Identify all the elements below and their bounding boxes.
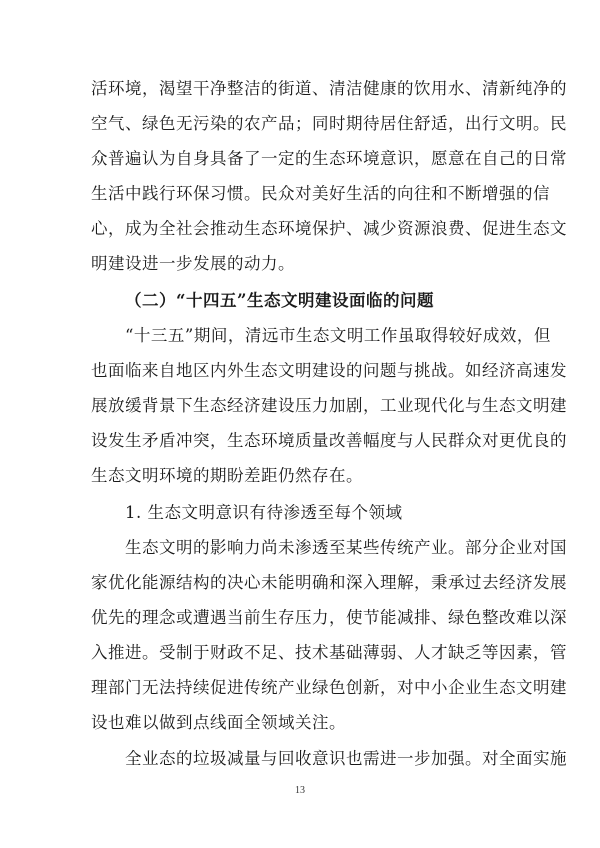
paragraph-3-line: 理部门无法持续促进传统产业绿色创新，对中小企业生态文明建 bbox=[91, 678, 567, 697]
paragraph-3-line: 优先的理念或遭遇当前生存压力，使节能减排、绿色整改难以深 bbox=[91, 608, 567, 627]
paragraph-3-line: 生态文明的影响力尚未渗透至某些传统产业。部分企业对国 bbox=[125, 538, 567, 557]
paragraph-1-line: 空气、绿色无污染的农产品；同时期待居住舒适，出行文明。民 bbox=[91, 114, 567, 133]
paragraph-2-line: 设发生矛盾冲突，生态环境质量改善幅度与人民群众对更优良的 bbox=[91, 431, 567, 450]
paragraph-2-line: 展放缓背景下生态经济建设压力加剧，工业现代化与生态文明建 bbox=[91, 396, 567, 415]
paragraph-1-line: 生活中践行环保习惯。民众对美好生活的向往和不断增强的信 bbox=[91, 184, 550, 203]
paragraph-4-line: 全业态的垃圾减量与回收意识也需进一步加强。对全面实施 bbox=[125, 749, 567, 768]
section-heading: （二）“十四五”生态文明建设面临的问题 bbox=[125, 291, 434, 310]
paragraph-1-line: 心，成为全社会推动生态环境保护、减少资源浪费、促进生态文 bbox=[91, 219, 567, 238]
subsection-heading: 1. 生态文明意识有待渗透至每个领域 bbox=[125, 503, 403, 522]
paragraph-3-line: 入推进。受制于财政不足、技术基础薄弱、人才缺乏等因素，管 bbox=[91, 643, 567, 662]
paragraph-2-line: “十三五”期间，清远市生态文明工作虽取得较好成效，但 bbox=[125, 326, 551, 345]
paragraph-2-line: 也面临来自地区内外生态文明建设的问题与挑战。如经济高速发 bbox=[91, 361, 567, 380]
paragraph-1-line: 活环境，渴望干净整洁的街道、清洁健康的饮用水、清新纯净的 bbox=[91, 79, 567, 98]
paragraph-2-line: 生态文明环境的期盼差距仍然存在。 bbox=[91, 466, 363, 485]
paragraph-1-line: 众普遍认为自身具备了一定的生态环境意识，愿意在自己的日常 bbox=[91, 149, 567, 168]
paragraph-3-line: 设也难以做到点线面全领域关注。 bbox=[91, 713, 346, 732]
paragraph-3-line: 家优化能源结构的决心未能明确和深入理解，秉承过去经济发展 bbox=[91, 573, 567, 592]
page-number: 13 bbox=[295, 785, 305, 796]
paragraph-1-line: 明建设进一步发展的动力。 bbox=[91, 254, 295, 273]
